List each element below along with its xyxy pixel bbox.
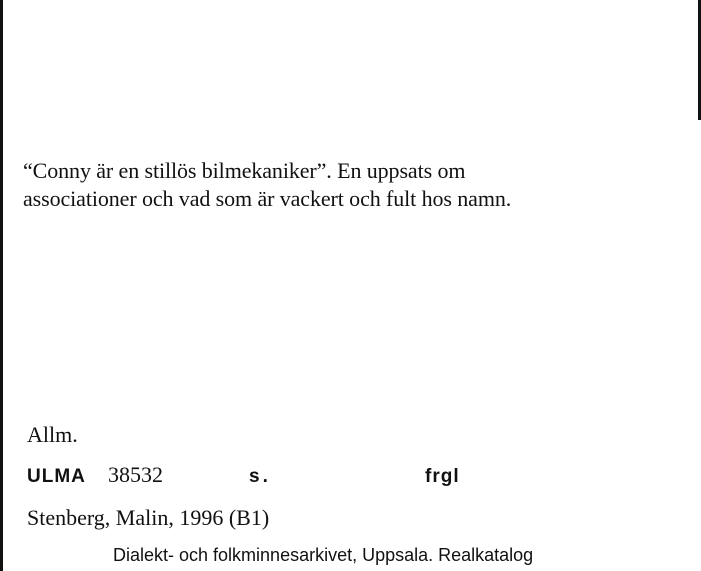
reference-row: [27, 462, 687, 490]
s-mark: s.: [249, 466, 271, 487]
institution-footer: Dialekt- och folkminnesarkivet, Uppsala. Realkatalog: [113, 545, 534, 565]
subject-heading: Allm.: [27, 422, 78, 447]
card-title-line-1: “Conny är en stillös bilmekaniker”. En uppsats om: [23, 158, 466, 183]
card-left-edge: [0, 0, 3, 571]
card-title: [23, 157, 683, 213]
archive-number: 38532: [108, 462, 163, 487]
author-line: Stenberg, Malin, 1996 (B1): [27, 505, 270, 530]
archive-label: ULMA: [27, 466, 86, 487]
card-title-line-2: associationer och vad som är vackert och fult hos namn.: [23, 186, 512, 211]
category-code: frgl: [425, 466, 460, 487]
